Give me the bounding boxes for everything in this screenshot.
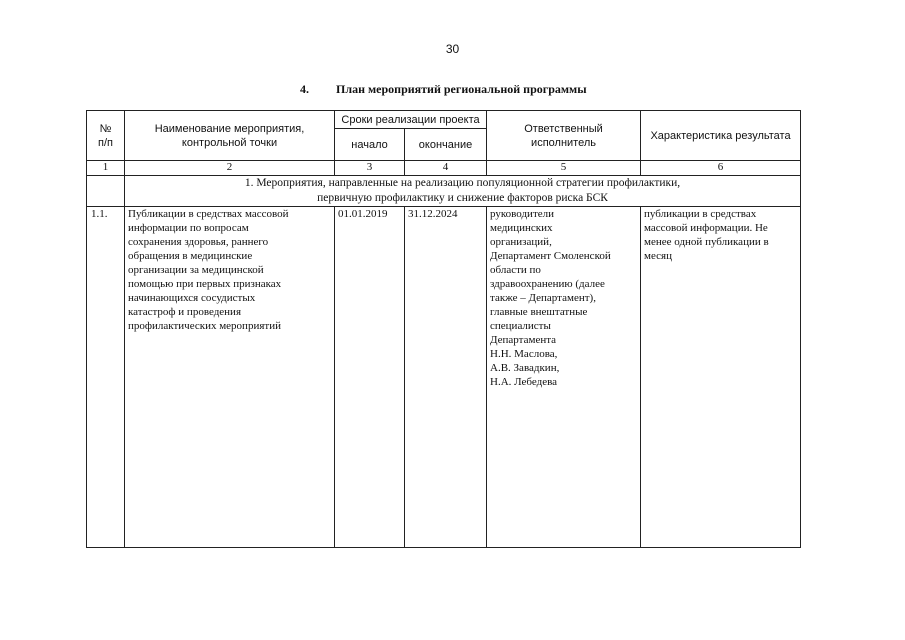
column-numbers-row: [87, 161, 801, 176]
header-result: Характеристика результата: [641, 111, 801, 161]
column-number: 2: [125, 161, 335, 176]
section-row: [87, 176, 801, 207]
section-title: [300, 82, 587, 97]
section-row-empty-cell: [87, 176, 125, 207]
column-number: 6: [641, 161, 801, 176]
plan-table: [86, 110, 801, 548]
header-name: Наименование мероприятия, контрольной точки: [125, 111, 335, 161]
column-number: 3: [335, 161, 405, 176]
section-number: 4.: [300, 82, 309, 96]
row-number: 1.1.: [87, 207, 125, 548]
column-number: 1: [87, 161, 125, 176]
column-number: 5: [487, 161, 641, 176]
section-row-title: 1. Мероприятия, направленные на реализацию популяционной стратегии профилактики, первичную профилактику и снижение факторов риска БСК: [125, 176, 801, 207]
row-result: публикации в средствах массовой информации. Не менее одной публикации в месяц: [641, 207, 801, 548]
page-number: 30: [445, 42, 460, 56]
header-num: № п/п: [87, 111, 125, 161]
header-responsible: Ответственный исполнитель: [487, 111, 641, 161]
row-end-date: 31.12.2024: [405, 207, 487, 548]
header-end: окончание: [405, 129, 487, 161]
header-terms: Сроки реализации проекта: [335, 111, 487, 129]
header-start: начало: [335, 129, 405, 161]
table-row: [87, 207, 801, 548]
section-heading: План мероприятий региональной программы: [336, 82, 587, 96]
row-name: Публикации в средствах массовой информации по вопросам сохранения здоровья, раннего обращения в медицинские организации за медицинской помощью при первых признаках начинающихся сосудистых катастроф и проведения профилактических мероприятий: [125, 207, 335, 548]
header-row: [87, 111, 801, 129]
row-responsible: руководители медицинских организаций, Департамент Смоленской области по здравоохранению (далее также – Департамент), главные внештатные специалисты Департамента Н.Н. Маслова, А.В. Завадкин, Н.А. Лебедева: [487, 207, 641, 548]
column-number: 4: [405, 161, 487, 176]
row-start-date: 01.01.2019: [335, 207, 405, 548]
